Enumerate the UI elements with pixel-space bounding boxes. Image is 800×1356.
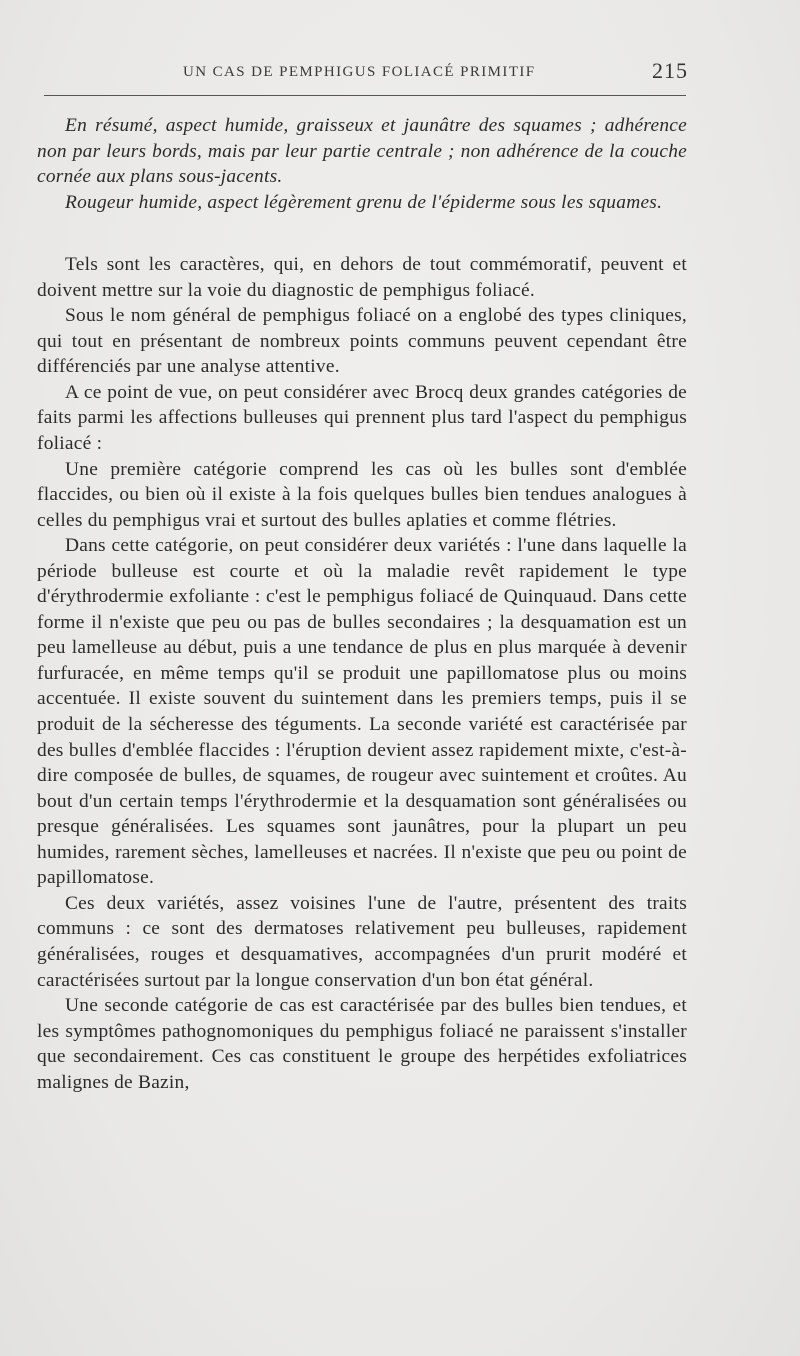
body-text [37,113,687,1095]
summary-paragraph: En résumé, aspect humide, graisseux et jaunâtre des squames ; adhérence non par leurs bords, mais par leur partie centrale ; non adhérence de la couche cornée aux plans sous-jacents. [37,115,687,188]
summary-paragraph: Rougeur humide, aspect légèrement grenu de l'épiderme sous les squames. [65,191,663,213]
paragraph: Tels sont les caractères, qui, en dehors de tout commémoratif, peuvent et doivent mettre sur la voie du diagnostic de pemphigus foliacé. [37,254,687,301]
page-number: 215 [652,58,688,83]
paragraph-gap [37,215,687,252]
header-rule [44,95,686,96]
paragraph: Une première catégorie comprend les cas où les bulles sont d'emblée flaccides, ou bien où il existe à la fois quelques bulles bien tendues analogues à celles du pemphigus vrai et surtout des bulles aplaties et comme flétries. [37,458,687,531]
paragraph: Dans cette catégorie, on peut considérer deux variétés : l'une dans laquelle la période bulleuse est courte et où la maladie revêt rapidement le type d'érythrodermie exfoliante : c'est le pemphigus foliacé de Quinquaud. Dans cette forme il n'existe que peu ou pas de bulles secondaires ; la desquamation est un peu lamelleuse au début, puis a une tendance de plus en plus marquée à devenir furfuracée, en même temps qu'il se produit une papillomatose plus ou moins accentuée. Il existe souvent du suintement dans les premiers temps, puis il se produit de la sécheresse des téguments. La seconde variété est caractérisée par des bulles d'emblée flaccides : l'éruption devient assez rapidement mixte, c'est-à-dire composée de bulles, de squames, de rougeur avec suintement et croûtes. Au bout d'un certain temps l'érythrodermie et la desquamation sont généralisées ou presque généralisées. Les squames sont jaunâtres, pour la plupart un peu humides, rarement sèches, lamelleuses et nacrées. Il n'existe que peu ou point de papillomatose. [37,535,687,889]
paragraph: A ce point de vue, on peut considérer avec Brocq deux grandes catégories de faits parmi les affections bulleuses qui prennent plus tard l'aspect du pemphigus foliacé : [37,381,687,455]
summary-block [37,113,687,215]
paragraph: Sous le nom général de pemphigus foliacé on a englobé des types cliniques, qui tout en présentant de nombreux points communs peuvent cependant être différenciés par une analyse attentive. [37,305,687,378]
page-header [38,58,688,88]
paragraph: Ces deux variétés, assez voisines l'une de l'autre, présentent des traits communs : ce sont des dermatoses relativement peu bulleuses, rapidement généralisées, rouges et desquamatives, accompagnées d'un prurit modéré et caractérisées surtout par la longue conservation d'un bon état général. [37,892,687,991]
running-title: UN CAS DE PEMPHIGUS FOLIACÉ PRIMITIF [183,64,536,80]
paragraph: Une seconde catégorie de cas est caractérisée par des bulles bien tendues, et les symptômes pathognomoniques du pemphigus foliacé ne paraissent s'installer que secondairement. Ces cas constituent le groupe des herpétides exfoliatrices malignes de Bazin, [37,995,687,1093]
